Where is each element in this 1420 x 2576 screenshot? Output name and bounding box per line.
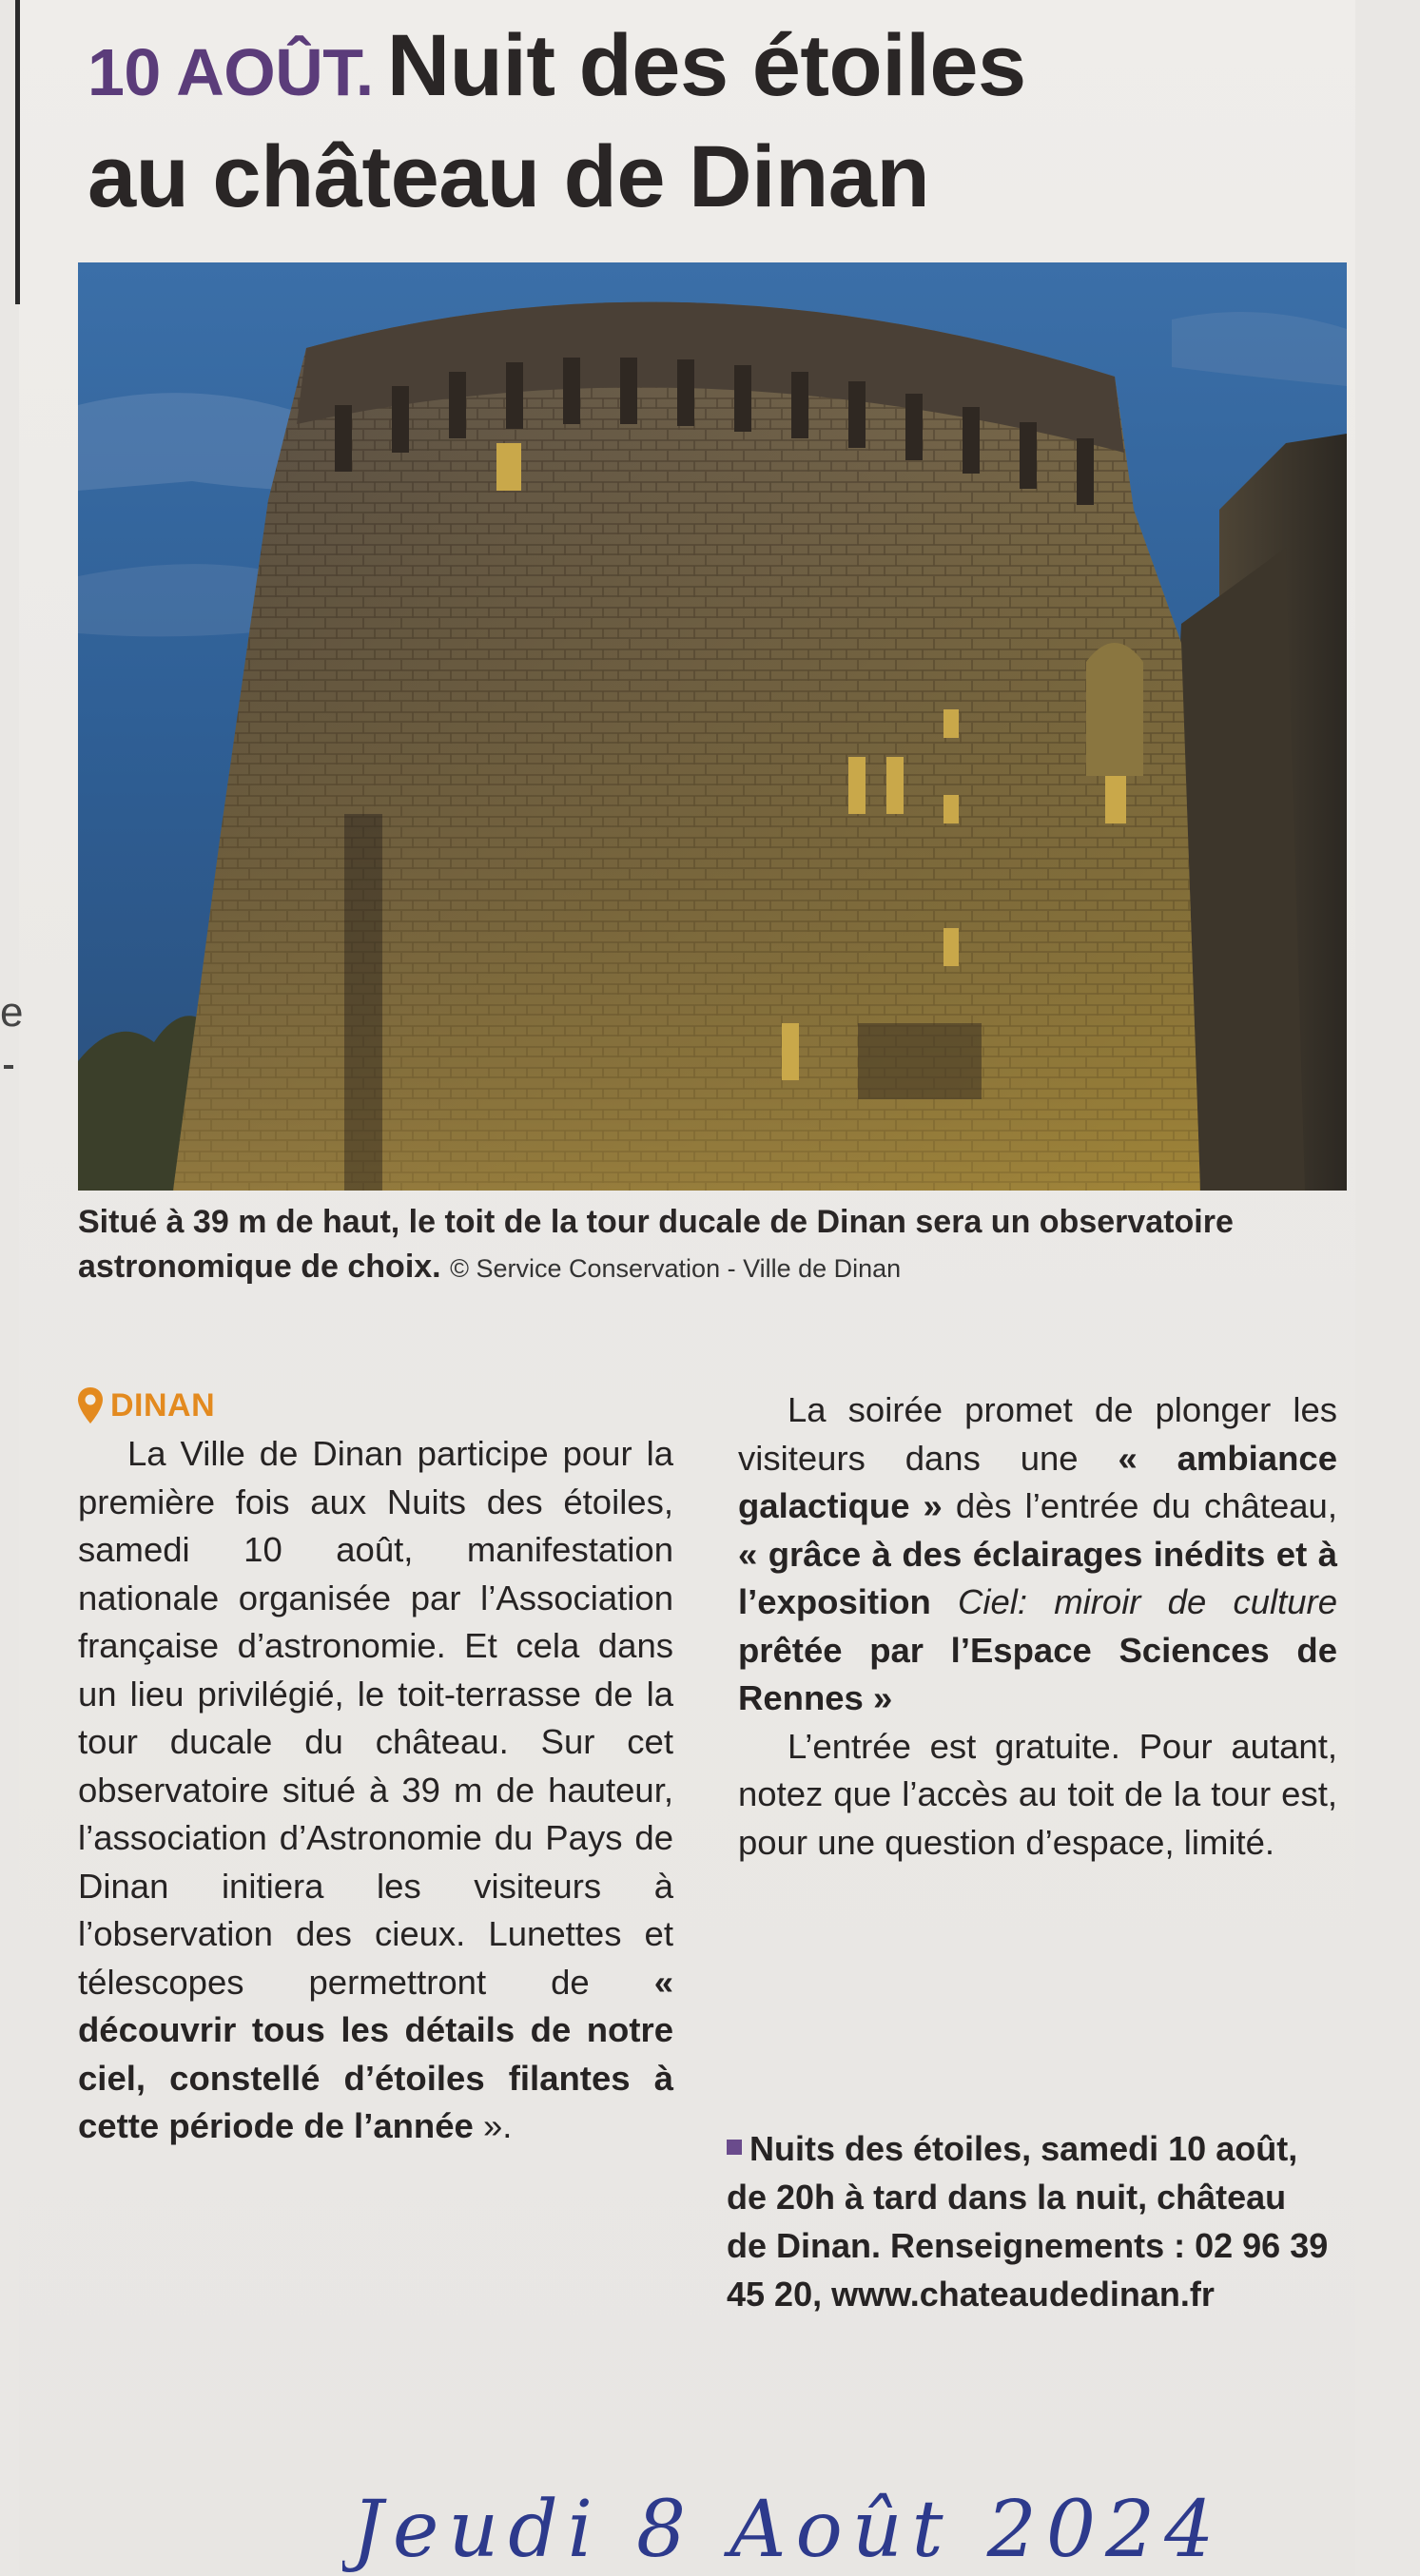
paragraph-1-quote: « découvrir tous les détails de notre ciel, constellé d’étoiles filantes à cette période de l’année — [78, 1962, 673, 2145]
headline-title-line2: au château de Dinan — [88, 128, 930, 225]
article-paragraph-1 — [78, 1430, 673, 2151]
adjacent-column-fragment: e — [0, 989, 24, 1036]
handwritten-date-text: Jeudi 8 Août 2024 — [352, 2485, 1224, 2575]
article-column-right — [738, 1386, 1337, 1867]
castle-photo — [78, 262, 1347, 1191]
practical-info-text: Nuits des étoiles, samedi 10 août, de 20h à tard dans la nuit, château de Dinan. Renseignements : 02 96 39 45 20, www.chateaudedinan.fr — [727, 2129, 1329, 2314]
photo-credit: © Service Conservation - Ville de Dinan — [450, 1254, 902, 1283]
headline-title-line1: Nuit des étoiles — [386, 17, 1026, 114]
quote-espace-sciences: prêtée par l’Espace Sciences de Rennes » — [738, 1630, 1337, 1717]
article-headline — [88, 13, 1343, 229]
caption-text: Situé à 39 m de haut, le toit de la tour ducale de Dinan sera un observatoire astronomique de choix. — [78, 1204, 1234, 1285]
article-column-left — [78, 1381, 673, 2151]
practical-info — [727, 2124, 1335, 2318]
article-paragraph-3: L’entrée est gratuite. Pour autant, notez que l’accès au toit de la tour est, pour une question d’espace, limité. — [738, 1726, 1337, 1862]
quote-eclairages: « grâce à des éclairages inédits et à l’exposition — [738, 1534, 1337, 1621]
location-pin-icon — [76, 1385, 105, 1425]
article-paragraph-2 — [738, 1386, 1337, 1723]
paragraph-1-text: La Ville de Dinan participe pour la première fois aux Nuits des étoiles, samedi 10 août, manifestation nationale organisée par l’Association française d’astronomie. Et cela dans un lieu privilégié, le toit-terrasse de la tour ducale du château. Sur cet observatoire situé à 39 m de hauteur, l’association d’Astronomie du Pays de Dinan initiera les visiteurs à l’observation des cieux. Lunettes et télescopes permettront de — [78, 1434, 673, 2002]
paragraph-2-continued: dès l’entrée du château, — [942, 1486, 1337, 1525]
castle-tower-image — [78, 262, 1347, 1191]
dateline — [76, 1381, 215, 1430]
photo-caption — [78, 1200, 1343, 1291]
dateline-city: DINAN — [110, 1386, 216, 1424]
handwritten-date — [342, 2472, 1398, 2576]
exhibition-title: Ciel: miroir de culture — [958, 1582, 1337, 1621]
paragraph-1-end: ». — [473, 2106, 513, 2145]
page-edge-rule — [15, 0, 20, 304]
adjacent-column-dash — [4, 1065, 13, 1069]
headline-date: 10 AOÛT. — [88, 35, 374, 109]
quote-ambiance: « ambiance galactique » — [738, 1438, 1337, 1525]
bullet-square-icon — [727, 2140, 742, 2155]
paragraph-2-text: La soirée promet de plonger les visiteurs dans une — [738, 1390, 1337, 1478]
